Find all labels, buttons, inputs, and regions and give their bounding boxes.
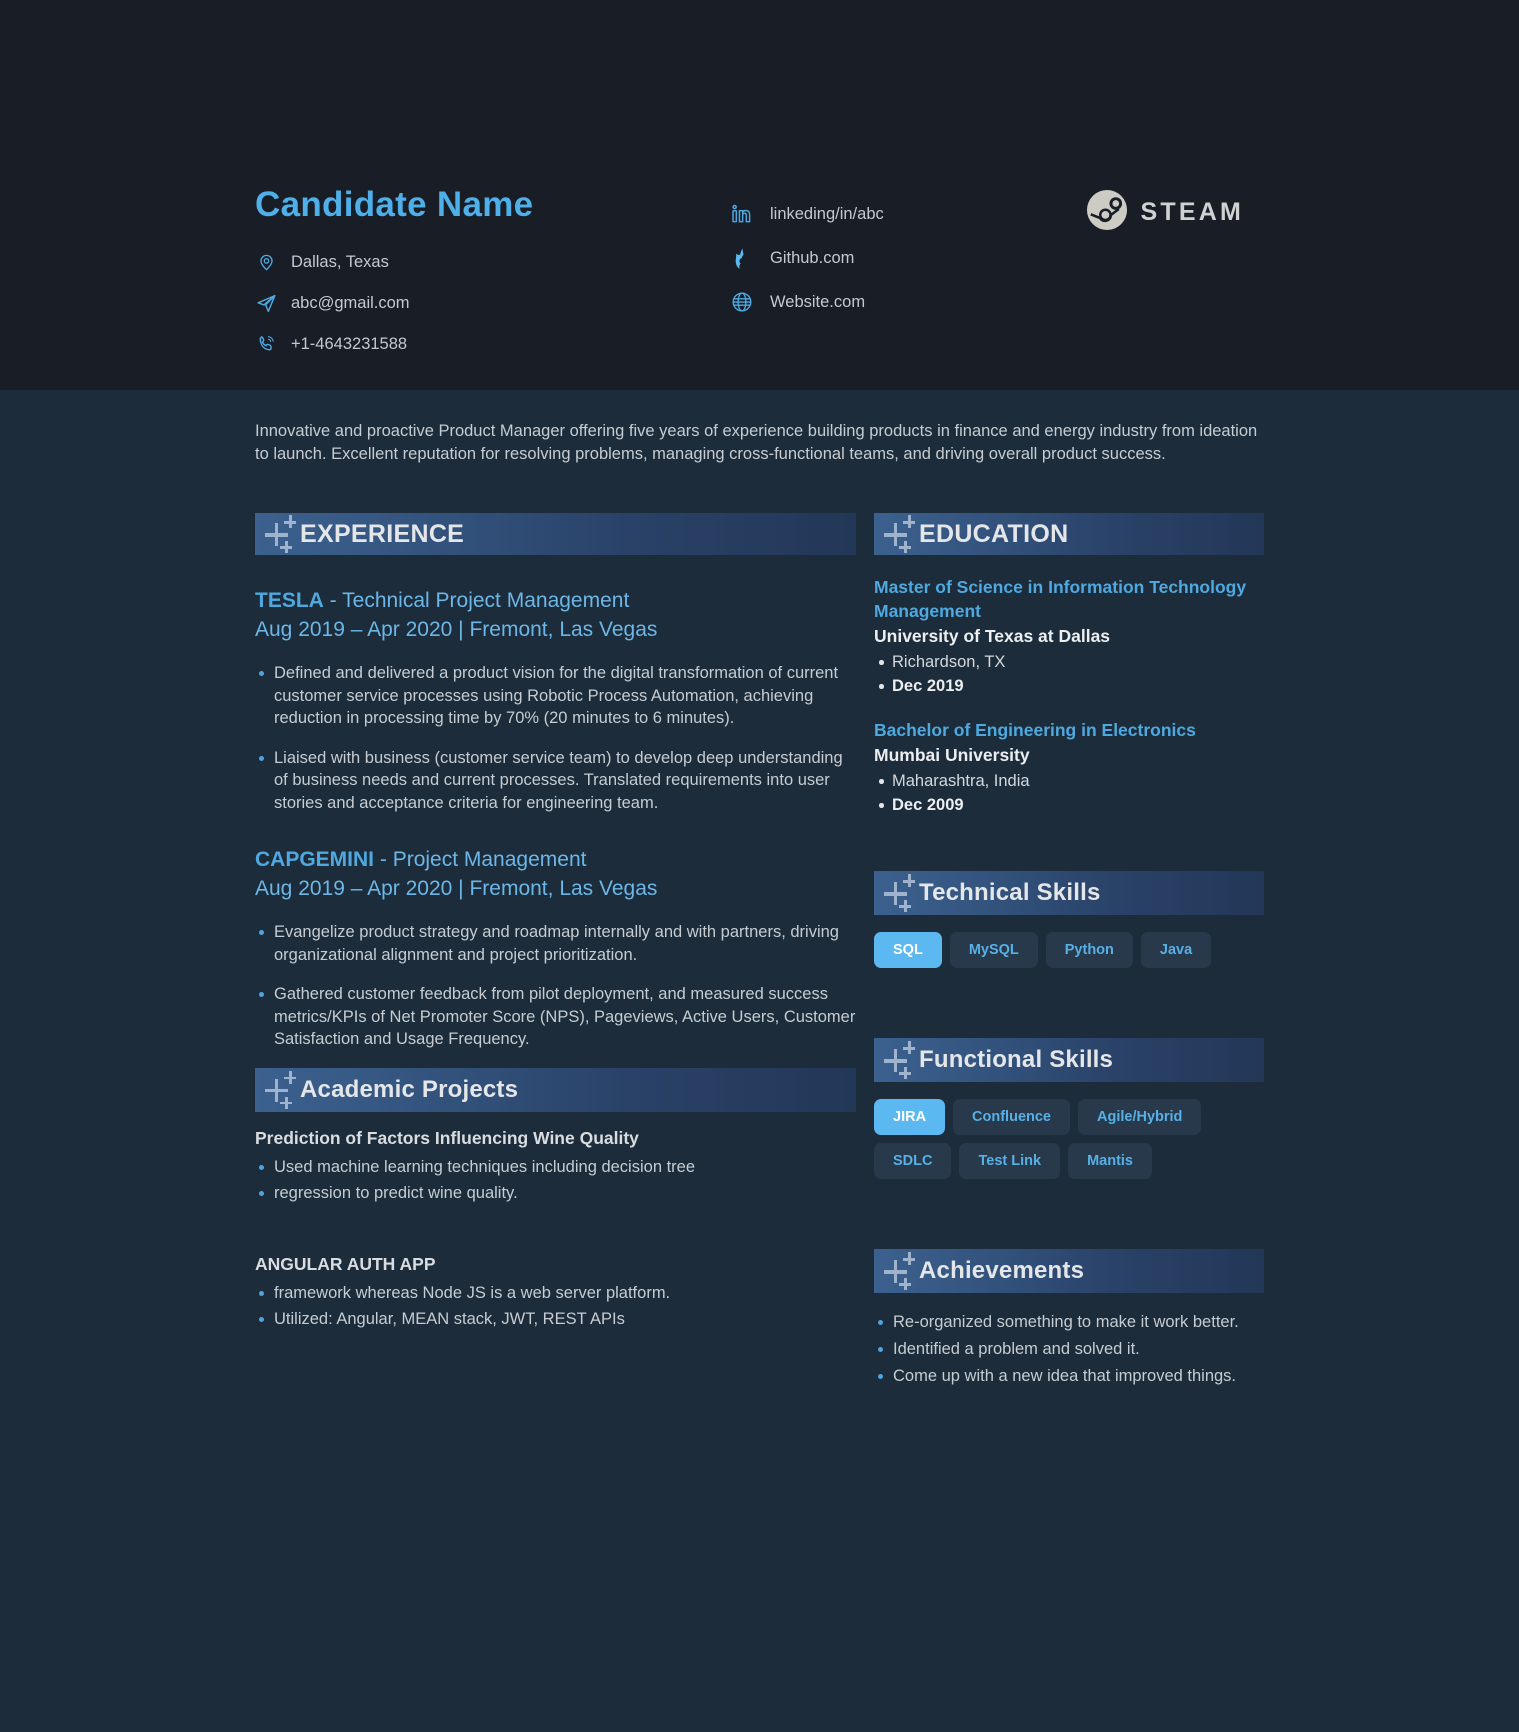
steam-logo-icon — [1086, 189, 1128, 236]
right-column — [874, 513, 1264, 1391]
list-item: Used machine learning techniques including decision tree — [255, 1154, 856, 1180]
job-role: Project Management — [392, 848, 587, 871]
section-title-education: EDUCATION — [919, 519, 1069, 548]
section-header-technical-skills — [874, 871, 1264, 915]
location-pin-icon — [255, 251, 277, 273]
job-bullet-list — [255, 921, 856, 1051]
education-item-masters — [874, 575, 1264, 698]
education-school: Mumbai University — [874, 745, 1030, 765]
job-company: TESLA — [255, 589, 324, 612]
project-item-wine-quality — [255, 1128, 856, 1206]
plus-decoration-icon — [265, 513, 299, 555]
job-separator: - — [374, 848, 393, 871]
skill-pill-jira[interactable]: JIRA — [874, 1099, 945, 1135]
list-item: Re-organized something to make it work better. — [874, 1310, 1264, 1334]
education-date: Dec 2019 — [874, 674, 1264, 698]
phone-icon — [255, 333, 277, 355]
job-separator: - — [323, 589, 343, 612]
section-title-functional-skills: Functional Skills — [919, 1046, 1114, 1073]
plus-decoration-icon — [884, 1250, 918, 1292]
functional-skills-pill-group — [874, 1099, 1264, 1179]
section-header-achievements — [874, 1249, 1264, 1293]
education-location: Richardson, TX — [874, 650, 1264, 674]
link-website[interactable] — [730, 290, 1070, 314]
achievements-list — [874, 1310, 1264, 1388]
list-item: Utilized: Angular, MEAN stack, JWT, REST APIs — [255, 1306, 856, 1332]
section-title-academic-projects: Academic Projects — [300, 1075, 519, 1103]
education-degree: Bachelor of Engineering in Electronics — [874, 720, 1196, 740]
list-item: Defined and delivered a product vision for the digital transformation of current customer service processes using Robotic Process Automation, achieving reduction in processing time by 70% (20 minutes to 6 minutes). — [255, 662, 856, 730]
contact-email[interactable] — [255, 292, 730, 314]
contact-email-text: abc@gmail.com — [291, 294, 410, 312]
list-item: Come up with a new idea that improved things. — [874, 1364, 1264, 1388]
experience-item-tesla — [255, 587, 856, 814]
globe-website-icon — [730, 290, 754, 314]
brand-column — [1070, 185, 1264, 236]
skill-pill-java[interactable]: Java — [1141, 932, 1211, 968]
section-header-education — [874, 513, 1264, 555]
project-bullet-list — [255, 1280, 856, 1332]
job-heading — [255, 587, 856, 615]
section-title-achievements: Achievements — [919, 1257, 1085, 1284]
project-title: ANGULAR AUTH APP — [255, 1253, 436, 1274]
skill-pill-python[interactable]: Python — [1046, 932, 1133, 968]
section-header-functional-skills — [874, 1038, 1264, 1082]
paper-plane-email-icon — [255, 292, 277, 314]
list-item: Evangelize product strategy and roadmap internally and with partners, driving organizational alignment and project prioritization. — [255, 921, 856, 966]
education-degree: Master of Science in Information Technology Management — [874, 577, 1247, 621]
github-cat-icon — [730, 246, 754, 270]
links-column — [730, 185, 1070, 334]
contact-location-text: Dallas, Texas — [291, 253, 389, 271]
page-title: Candidate Name — [255, 185, 534, 224]
list-item: regression to predict wine quality. — [255, 1180, 856, 1206]
job-meta: Aug 2019 – Apr 2020 | Fremont, Las Vegas — [255, 618, 658, 641]
two-column-layout — [255, 513, 1264, 1391]
link-github[interactable] — [730, 246, 1070, 270]
project-bullet-list — [255, 1154, 856, 1206]
section-title-experience: EXPERIENCE — [300, 519, 465, 548]
technical-skills-pill-group — [874, 932, 1264, 968]
linkedin-icon — [730, 202, 754, 226]
job-company: CAPGEMINI — [255, 848, 375, 871]
header-band — [0, 0, 1519, 390]
project-item-angular-auth-app — [255, 1254, 856, 1332]
skill-pill-agile-hybrid[interactable]: Agile/Hybrid — [1078, 1099, 1201, 1135]
list-item: Gathered customer feedback from pilot deployment, and measured success metrics/KPIs of Net Promoter Score (NPS), Pageviews, Active Users, Customer Satisfaction and Usage Frequency. — [255, 983, 856, 1051]
skill-pill-mysql[interactable]: MySQL — [950, 932, 1038, 968]
skill-pill-mantis[interactable]: Mantis — [1068, 1143, 1152, 1179]
left-column — [255, 513, 856, 1332]
experience-item-capgemini — [255, 846, 856, 1051]
section-title-technical-skills: Technical Skills — [919, 879, 1101, 906]
link-linkedin-text: linkeding/in/abc — [770, 205, 884, 223]
job-role: Technical Project Management — [342, 589, 630, 612]
contact-location — [255, 251, 730, 273]
job-meta: Aug 2019 – Apr 2020 | Fremont, Las Vegas — [255, 877, 658, 900]
education-detail-list — [874, 650, 1264, 698]
skill-pill-confluence[interactable]: Confluence — [953, 1099, 1070, 1135]
skill-pill-sql[interactable]: SQL — [874, 932, 942, 968]
skill-pill-test-link[interactable]: Test Link — [959, 1143, 1060, 1179]
identity-column — [255, 185, 730, 374]
job-bullet-list — [255, 662, 856, 814]
plus-decoration-icon — [884, 513, 918, 555]
education-date: Dec 2009 — [874, 793, 1264, 817]
list-item: framework whereas Node JS is a web server platform. — [255, 1280, 856, 1306]
education-item-bachelors — [874, 718, 1264, 817]
body-area — [0, 420, 1519, 1391]
section-header-experience — [255, 513, 856, 555]
contact-phone-text: +1-4643231588 — [291, 335, 408, 353]
education-school: University of Texas at Dallas — [874, 626, 1111, 646]
plus-decoration-icon — [265, 1069, 299, 1111]
plus-decoration-icon — [884, 872, 918, 914]
list-item: Identified a problem and solved it. — [874, 1337, 1264, 1361]
education-detail-list — [874, 769, 1264, 817]
job-heading — [255, 846, 856, 874]
steam-brand-label: STEAM — [1140, 198, 1244, 226]
contact-phone[interactable] — [255, 333, 730, 355]
link-website-text: Website.com — [770, 293, 866, 311]
section-header-academic-projects — [255, 1068, 856, 1112]
plus-decoration-icon — [884, 1039, 918, 1081]
education-location: Maharashtra, India — [874, 769, 1264, 793]
steam-brand-lockup — [1086, 189, 1245, 236]
link-linkedin[interactable] — [730, 202, 1070, 226]
link-github-text: Github.com — [770, 249, 855, 267]
project-title: Prediction of Factors Influencing Wine Quality — [255, 1127, 639, 1148]
skill-pill-sdlc[interactable]: SDLC — [874, 1143, 951, 1179]
professional-summary: Innovative and proactive Product Manager offering five years of experience building products in finance and energy industry from ideation to launch. Excellent reputation for resolving problems, managing cross-functional teams, and driving overall product success. — [255, 422, 1258, 463]
list-item: Liaised with business (customer service team) to develop deep understanding of business needs and current processes. Translated requirements into user stories and acceptance criteria for engineering team. — [255, 747, 856, 815]
